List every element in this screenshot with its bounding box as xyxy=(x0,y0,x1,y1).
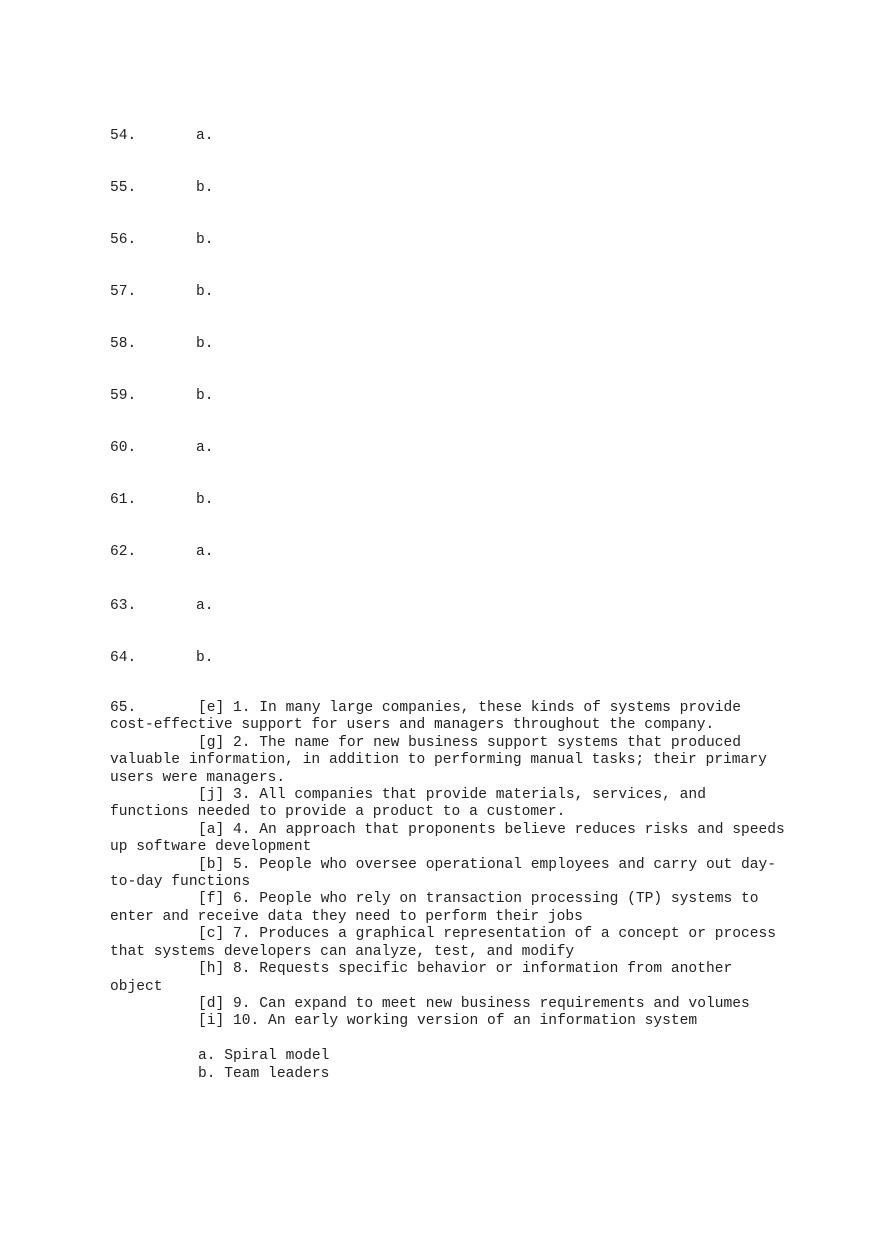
matching-item: [h] 8. Requests specific behavior or information from another object xyxy=(110,961,733,995)
matching-item: [g] 2. The name for new business support systems that produced valuable information, in addition to performing manual tasks; their primary users were managers. xyxy=(110,734,767,786)
matching-options xyxy=(110,1048,790,1083)
answer-row-59 xyxy=(110,387,214,405)
answer-row-64 xyxy=(110,649,214,667)
answer-row-62 xyxy=(110,543,214,561)
answer-number: 60. xyxy=(110,440,137,456)
answer-row-55 xyxy=(110,179,214,197)
question-number: 65. xyxy=(110,700,137,716)
answer-row-63 xyxy=(110,597,214,615)
matching-item: [c] 7. Produces a graphical representation of a concept or process that systems developers can analyze, test, and modify xyxy=(110,926,777,960)
answer-value: b. xyxy=(196,336,214,352)
answer-value: a. xyxy=(196,544,214,560)
matching-item: [i] 10. An early working version of an information system xyxy=(198,1013,698,1030)
answer-row-56 xyxy=(110,231,214,249)
answer-row-54 xyxy=(110,127,214,145)
matching-option: a. Spiral model xyxy=(198,1048,330,1065)
answer-number: 56. xyxy=(110,232,137,248)
answer-value: b. xyxy=(196,232,214,248)
matching-item: [f] 6. People who rely on transaction processing (TP) systems to enter and receive data they need to perform their jobs xyxy=(110,891,759,925)
answer-value: b. xyxy=(196,650,214,666)
answer-number: 61. xyxy=(110,492,137,508)
answer-value: a. xyxy=(196,440,214,456)
answer-value: b. xyxy=(196,492,214,508)
answer-value: b. xyxy=(196,284,214,300)
answer-row-57 xyxy=(110,283,214,301)
answer-number: 55. xyxy=(110,180,137,196)
answer-number: 63. xyxy=(110,598,137,614)
answer-number: 62. xyxy=(110,544,137,560)
answer-row-61 xyxy=(110,491,214,509)
answer-number: 58. xyxy=(110,336,137,352)
matching-item: [b] 5. People who oversee operational employees and carry out day-to-day functions xyxy=(110,856,777,891)
matching-item: [a] 4. An approach that proponents believe reduces risks and speeds up software development xyxy=(110,821,785,856)
matching-item: [d] 9. Can expand to meet new business requirements and volumes xyxy=(198,995,750,1012)
matching-item: [e] 1. In many large companies, these kinds of systems provide cost-effective support for users and managers throughout the company. xyxy=(110,700,741,734)
answer-value: a. xyxy=(196,598,214,614)
matching-question-65 xyxy=(110,700,790,1083)
answer-value: b. xyxy=(196,388,214,404)
answer-value: b. xyxy=(196,180,214,196)
answer-number: 57. xyxy=(110,284,137,300)
answer-row-58 xyxy=(110,335,214,353)
answer-number: 59. xyxy=(110,388,137,404)
answer-value: a. xyxy=(196,128,214,144)
answer-number: 64. xyxy=(110,650,137,666)
answer-row-60 xyxy=(110,439,214,457)
answer-number: 54. xyxy=(110,128,137,144)
matching-item: [j] 3. All companies that provide materials, services, and functions needed to provide a product to a customer. xyxy=(110,787,706,821)
matching-option: b. Team leaders xyxy=(198,1065,330,1082)
